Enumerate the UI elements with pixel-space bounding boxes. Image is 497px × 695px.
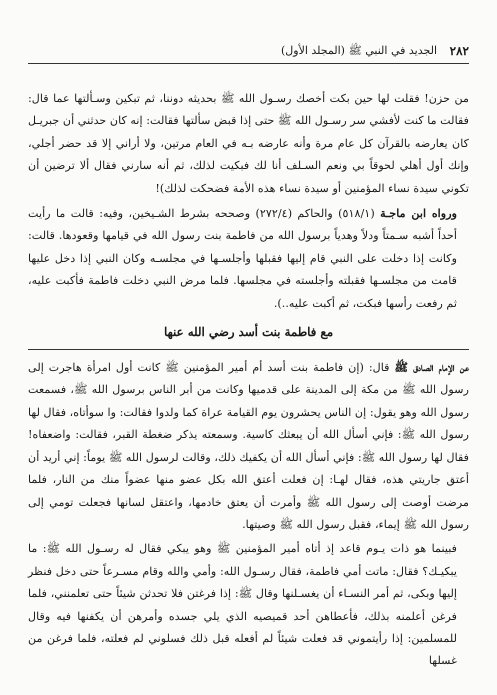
page-header: [28, 42, 469, 60]
paragraph-4-text: فبينما هو ذات يـوم قاعد إذ أتاه أمير المؤمنين ﷺ وهو يبكي فقال له رسـول الله ﷺ: ما يبكيـك؟ فقال: ماتت أمي فاطمة، فقال رسـول الله: وأمي والله وقام مسـرعاً حتى دخل فنظر إليها وبكى، ثم أمر النسـاء أن يغسـلنها وقال ﷺ: إذا فرغتن فلا تحدثن شيئاً حتى تعلمنني، فلما فرغن أعلمنه بذلك، فأعطاهن أحد قميصيه الذي يلي جسده وأمرهن أن يكفنها فيه وقال للمسلمين: إذا رأيتموني قد فعلت شيئاً لم أفعله قبل ذلك فسلوني لم فعلته، فلما فرغن من غسلها: [28, 542, 457, 668]
page-number: ٢٨٢: [449, 44, 469, 58]
section-title: مع فاطمة بنت أسد رضي الله عنها: [163, 325, 334, 340]
section-rule: [28, 349, 469, 350]
paragraph-3-text: قال: (إن فاطمة بنت أسد أم أمير المؤمنين ﷺ كانت أول امرأة هاجرت إلى رسول الله ﷺ من مكة إلى المدينة على قدميها وكانت من أبر الناس برسول الله ﷺ، فسمعت رسول الله وهو يقول: إن الناس يحشرون يوم القيامة عراة كما ولدوا فقالت: وا سوأتاه، فقال لها رسول الله ﷺ: فإني أسأل الله أن يبعثك كاسية. وسمعته يذكر ضغطة القبر، فقالت: واضعفاه! فقال لها رسول الله ﷺ: فإني أسأل الله أن يكفيك ذلك، وقالت لرسول الله ﷺ يوماً: إني أريد أن أعتق جاريتي هذه، فقال لهـا: إن فعلت أعتق الله بكل عضو منها عضواً منك من النار، فلما مرضت أوصت إلى رسول الله ﷺ وأمرت أن يعتق خادمها، واعتقل لسانها فجعلت تومي إلى رسول الله ﷺ إيماء، فقبل رسول الله ﷺ وصيتها.: [28, 361, 469, 531]
header-rule: [28, 63, 469, 64]
running-title: الجديد في النبي ﷺ (المجلد الأول): [280, 44, 437, 57]
paragraph-4: [28, 538, 469, 672]
paragraph-2-text: (٥١٨/١) والحاكم (٢٧٢/٤) وصححه بشرط الشـيخين، وفيه: قالت ما رأيت أحداً أشبه سـمتاً ودلاً وهدياً برسول الله من فاطمة بنت رسول الله في قيامها وقعودها. قالت: وكانت إذا دخلت على النبي قام إليها فقبلها وأجلسـها في مجلسـه وكان النبي إذا دخل عليها قامت من مجلسـها فقبلته وأجلسته في مجلسها. فلما مرض النبي دخلت فاطمة فأكبت عليه، ثم رفعت رأسها فبكت، ثم أكبت عليه..).: [28, 207, 457, 310]
paragraph-3: [28, 356, 469, 536]
paragraph-2-lead: ورواه ابن ماجـة: [380, 206, 457, 221]
paragraph-1-text: من حزن! فقلت لها حين بكت أخصك رسـول الله ﷺ بحديثه دوننا، ثم تبكين وسـألتها عما قال: فقالت ما كنت لأفشي سر رسـول الله ﷺ حتى إذا قبض سألتها فقالت: إنه كان حدثني أن جبريـل كان يعارضه بالقرآن كل عام مرة وأنه عارضه بـه في العام مرتين، ولا أراني إلا قد حضر أجلي، وإنك أول أهلي لحوقاً بي ونعم السـلف أنا لك فبكيت لذلك، ثم أنه سارني فقال ألا ترضين أن تكوني سيدة نساء المؤمنين أو سيدة نساء هذه الأمة فضحكت لذلك)!: [27, 92, 469, 195]
paragraph-2: [28, 202, 469, 315]
paragraph-1: [28, 88, 469, 200]
paragraph-3-lead: عن الإمام الصادق ﷺ: [394, 360, 470, 375]
page-body: [28, 88, 469, 673]
